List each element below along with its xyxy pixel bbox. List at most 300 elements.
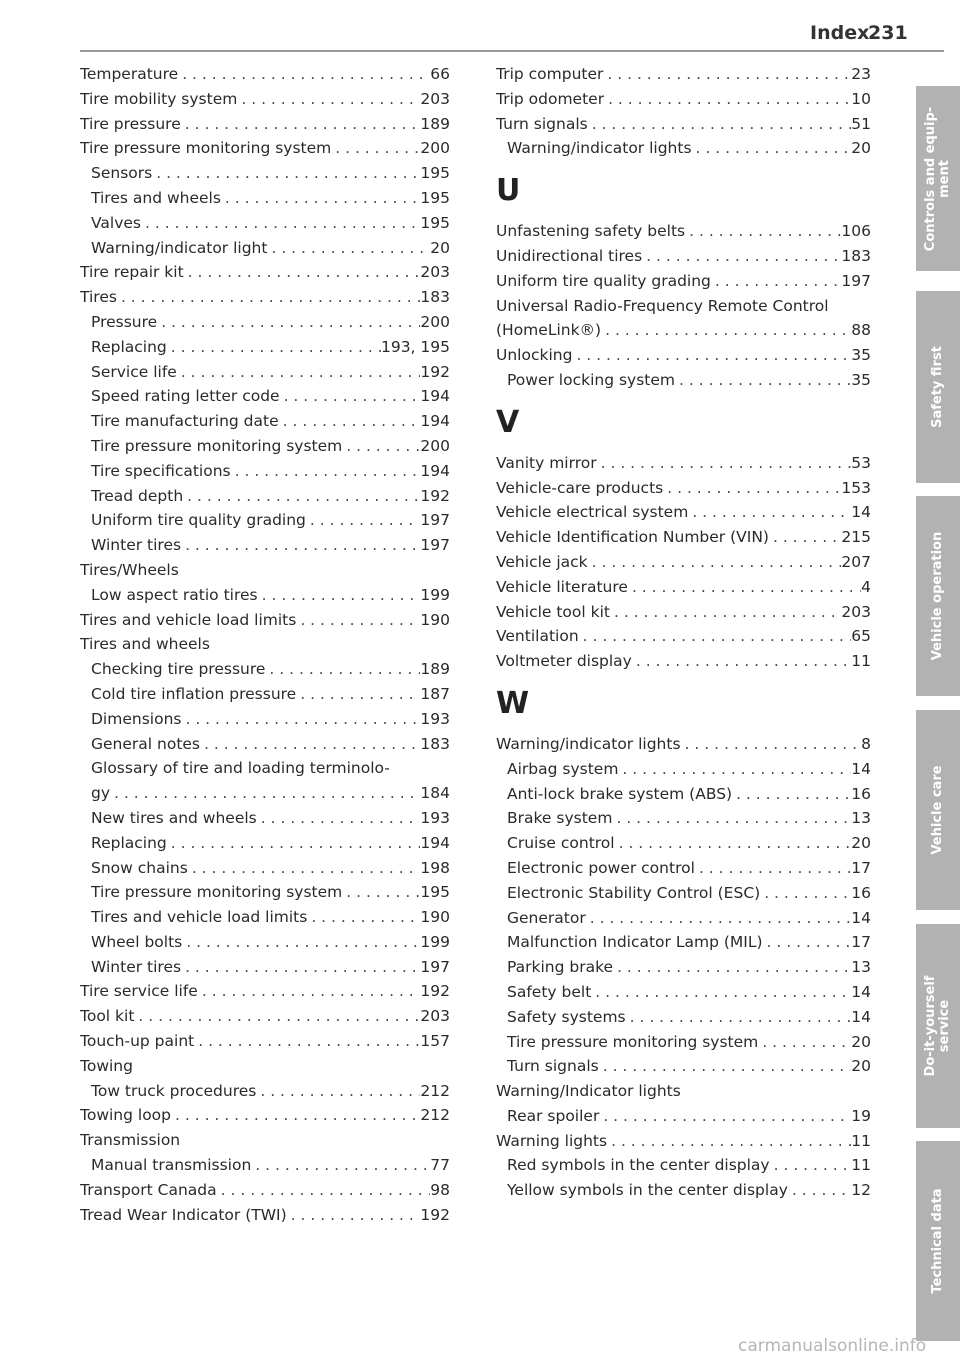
- entry-label: Winter tires: [91, 536, 182, 555]
- dot-leader: [258, 583, 421, 608]
- dot-leader: [675, 368, 851, 393]
- entry-page-ref[interactable]: 20: [851, 1032, 871, 1051]
- dot-leader: [181, 533, 420, 558]
- entry-page-ref[interactable]: 215: [841, 528, 871, 547]
- entry-label: Vehicle-care products: [496, 478, 664, 497]
- dot-leader: [256, 1079, 420, 1104]
- dot-leader: [610, 600, 841, 625]
- dot-leader: [618, 757, 851, 782]
- dot-leader: [732, 782, 851, 807]
- entry-label: Replacing: [91, 337, 167, 356]
- entry-label: Tires and wheels: [80, 635, 210, 654]
- entry-page-ref[interactable]: 11: [851, 1156, 871, 1175]
- dot-leader: [597, 451, 852, 476]
- entry-page-ref[interactable]: 192: [420, 362, 450, 381]
- index-entry: [496, 550, 871, 575]
- entry-page-ref[interactable]: 212: [420, 1081, 450, 1100]
- dot-leader: [579, 624, 852, 649]
- dot-leader: [182, 930, 420, 955]
- dot-leader: [763, 930, 852, 955]
- entry-page-ref[interactable]: 194: [420, 412, 450, 431]
- index-subentry: [496, 782, 871, 807]
- index-entry: [496, 476, 871, 501]
- entry-page-ref[interactable]: 193: [420, 709, 450, 728]
- entry-page-ref[interactable]: 14: [851, 908, 871, 927]
- dot-leader: [251, 1153, 430, 1178]
- entry-page-ref[interactable]: 14: [851, 759, 871, 778]
- entry-page-ref[interactable]: 153: [841, 478, 871, 497]
- entry-page-ref[interactable]: 65: [851, 627, 871, 646]
- entry-page-ref[interactable]: 16: [851, 883, 871, 902]
- entry-page-ref[interactable]: 203: [420, 1007, 450, 1026]
- entry-page-ref[interactable]: 200: [420, 436, 450, 455]
- index-entry: [80, 1203, 450, 1228]
- entry-label: (HomeLink®): [496, 321, 602, 340]
- entry-label: Tire mobility system: [80, 89, 238, 108]
- entry-page-ref[interactable]: 98: [430, 1180, 450, 1199]
- index-subentry: [80, 434, 450, 459]
- entry-label: Manual transmission: [91, 1156, 252, 1175]
- entry-page-ref[interactable]: 11: [851, 652, 871, 671]
- dot-leader: [117, 285, 420, 310]
- entry-label: Universal Radio-Frequency Remote Control: [496, 296, 829, 315]
- entry-page-ref[interactable]: 197: [420, 511, 450, 530]
- entry-label: Transport Canada: [80, 1180, 217, 1199]
- index-subentry: [496, 757, 871, 782]
- index-subentry: [80, 831, 450, 856]
- tab-controls-and-equipment[interactable]: [916, 86, 960, 271]
- entry-page-ref[interactable]: 4: [861, 577, 871, 596]
- entry-label: Towing loop: [80, 1106, 172, 1125]
- tab-safety-first[interactable]: [916, 291, 960, 483]
- dot-leader: [599, 1054, 852, 1079]
- dot-leader: [760, 881, 851, 906]
- index-entry: [80, 1103, 450, 1128]
- index-entry: [80, 608, 450, 633]
- entry-page-ref[interactable]: 53: [851, 453, 871, 472]
- entry-page-ref[interactable]: 35: [851, 370, 871, 389]
- entry-page-ref[interactable]: 16: [851, 784, 871, 803]
- entry-label: Warning lights: [496, 1131, 608, 1150]
- dot-leader: [769, 525, 841, 550]
- entry-page-ref[interactable]: 197: [420, 957, 450, 976]
- entry-page-ref[interactable]: 203: [841, 602, 871, 621]
- tab-label: Vehicle operation: [930, 531, 945, 661]
- index-subentry: [80, 1153, 450, 1178]
- entry-page-ref[interactable]: 51: [851, 114, 871, 133]
- dot-leader: [194, 1029, 420, 1054]
- dot-leader: [257, 806, 421, 831]
- index-subentry: [80, 657, 450, 682]
- entry-page-ref[interactable]: 77: [430, 1156, 450, 1175]
- index-section-letter: U: [496, 173, 521, 209]
- dot-leader: [758, 1030, 851, 1055]
- index-entry: [496, 649, 871, 674]
- index-entry: [496, 575, 871, 600]
- entry-label: Rear spoiler: [507, 1106, 600, 1125]
- index-subentry: [80, 236, 450, 261]
- entry-label: Tire pressure monitoring system: [91, 436, 343, 455]
- dot-leader: [181, 112, 421, 137]
- entry-label: Turn signals: [496, 114, 588, 133]
- entry-page-ref[interactable]: 10: [851, 89, 871, 108]
- entry-label: Temperature: [80, 65, 179, 83]
- dot-leader: [615, 831, 852, 856]
- index-subentry: [496, 881, 871, 906]
- dot-leader: [279, 409, 421, 434]
- entry-label: Tire specifications: [91, 461, 231, 480]
- entry-page-ref[interactable]: 184: [420, 784, 450, 803]
- tab-do-it-yourself-service[interactable]: [916, 924, 960, 1128]
- entry-label: Voltmeter display: [496, 652, 632, 671]
- entry-label: Malfunction Indicator Lamp (MIL): [507, 933, 763, 952]
- section-spacer: [496, 443, 871, 451]
- entry-page-ref[interactable]: 17: [851, 858, 871, 877]
- index-entry: [80, 1178, 450, 1203]
- entry-page-ref[interactable]: 183: [420, 288, 450, 307]
- entry-page-ref[interactable]: 14: [851, 503, 871, 522]
- dot-leader: [157, 310, 420, 335]
- entry-label: Valves: [91, 213, 141, 232]
- dot-leader: [296, 682, 420, 707]
- index-entry: [80, 979, 450, 1004]
- dot-leader: [711, 269, 842, 294]
- entry-label: Warning/indicator lights: [496, 734, 681, 753]
- dot-leader: [141, 211, 420, 236]
- entry-page-ref[interactable]: 20: [851, 1057, 871, 1076]
- entry-page-ref[interactable]: 13: [851, 809, 871, 828]
- dot-leader: [265, 657, 420, 682]
- dot-leader: [642, 244, 841, 269]
- entry-label: Tires and vehicle load limits: [91, 908, 308, 927]
- index-entry: [80, 260, 450, 285]
- dot-leader: [607, 1129, 851, 1154]
- entry-page-ref[interactable]: 8: [861, 734, 871, 753]
- entry-label: Dimensions: [91, 709, 182, 728]
- entry-label: Tire pressure monitoring system: [80, 139, 332, 158]
- dot-leader: [604, 87, 851, 112]
- entry-label: Tires: [80, 288, 117, 307]
- entry-label: Low aspect ratio tires: [91, 585, 258, 604]
- entry-page-ref[interactable]: 199: [420, 932, 450, 951]
- dot-leader: [612, 806, 851, 831]
- entry-label: Tire pressure monitoring system: [507, 1032, 759, 1051]
- entry-label: Glossary of tire and loading terminolo-: [91, 759, 390, 778]
- index-entry: [80, 1004, 450, 1029]
- index-entry: [496, 62, 871, 87]
- index-subentry: [80, 409, 450, 434]
- entry-page-ref[interactable]: 194: [420, 461, 450, 480]
- tab-vehicle-operation[interactable]: [916, 496, 960, 696]
- entry-label: Ventilation: [496, 627, 579, 646]
- index-section-letter: V: [496, 404, 520, 440]
- index-column-left: [80, 62, 450, 1227]
- entry-label: Wheel bolts: [91, 932, 183, 951]
- index-entry: [80, 1128, 450, 1153]
- index-entry: [496, 600, 871, 625]
- index-subentry: [496, 1005, 871, 1030]
- index-entry: [80, 87, 450, 112]
- dot-leader: [267, 236, 430, 261]
- entry-page-ref[interactable]: 200: [420, 312, 450, 331]
- entry-label: Speed rating letter code: [91, 387, 280, 406]
- entry-page-ref[interactable]: 197: [841, 271, 871, 290]
- index-subentry: [496, 1153, 871, 1178]
- tab-label: Do-it-yourself service: [923, 975, 952, 1077]
- entry-page-ref[interactable]: 200: [420, 139, 450, 158]
- entry-label: Turn signals: [507, 1057, 599, 1076]
- index-subentry: [80, 384, 450, 409]
- index-subentry: [496, 930, 871, 955]
- entry-label: Power locking system: [507, 370, 676, 389]
- entry-page-ref[interactable]: 20: [430, 238, 450, 257]
- index-subentry: [496, 806, 871, 831]
- index-subentry: [80, 533, 450, 558]
- watermark: carmanualsonline.info: [738, 1336, 927, 1356]
- entry-page-ref[interactable]: 192: [420, 1205, 450, 1224]
- index-entry: [80, 1029, 450, 1054]
- entry-label: Vanity mirror: [496, 453, 597, 472]
- dot-leader: [685, 219, 841, 244]
- index-subentry: [496, 831, 871, 856]
- tab-label: Controls and equip- ment: [923, 106, 952, 251]
- entry-label: Sensors: [91, 164, 153, 183]
- entry-label: Trip computer: [496, 65, 604, 83]
- tab-label: Safety first: [930, 346, 945, 428]
- index-subentry: [80, 186, 450, 211]
- dot-leader: [572, 343, 851, 368]
- entry-label: Unidirectional tires: [496, 246, 643, 265]
- index-entry: [496, 1079, 871, 1104]
- index-subentry: [496, 1178, 871, 1203]
- tab-vehicle-care[interactable]: [916, 710, 960, 910]
- entry-label: gy: [91, 784, 111, 803]
- index-entry: [496, 112, 871, 137]
- entry-page-ref[interactable]: 20: [851, 139, 871, 158]
- index-subentry: [80, 905, 450, 930]
- entry-page-ref[interactable]: 193: [420, 808, 450, 827]
- index-subentry: [496, 1054, 871, 1079]
- entry-page-ref[interactable]: 17: [851, 933, 871, 952]
- index-entry: [80, 112, 450, 137]
- entry-label: Anti-lock brake system (ABS): [507, 784, 733, 803]
- index-subentry: [80, 856, 450, 881]
- dot-leader: [188, 856, 421, 881]
- entry-label: Vehicle jack: [496, 552, 588, 571]
- dot-leader: [183, 484, 420, 509]
- entry-label: Vehicle electrical system: [496, 503, 689, 522]
- entry-label: Touch-up paint: [80, 1032, 195, 1051]
- index-subentry: [80, 335, 450, 360]
- index-entry: [496, 343, 871, 368]
- entry-page-ref[interactable]: 19: [851, 1106, 871, 1125]
- entry-page-ref[interactable]: 187: [420, 684, 450, 703]
- entry-label: General notes: [91, 734, 201, 753]
- index-subentry: [80, 459, 450, 484]
- entry-label: Unlocking: [496, 346, 573, 365]
- entry-label: Service life: [91, 362, 177, 381]
- entry-label: Tires/Wheels: [80, 560, 179, 579]
- entry-page-ref[interactable]: 20: [851, 834, 871, 853]
- index-subentry: [80, 707, 450, 732]
- entry-label: Towing: [80, 1056, 133, 1075]
- entry-label: Vehicle tool kit: [496, 602, 610, 621]
- index-entry: [496, 732, 871, 757]
- index-subentry: [80, 583, 450, 608]
- entry-page-ref[interactable]: 11: [851, 1131, 871, 1150]
- dot-leader: [599, 1104, 851, 1129]
- index-entry: [496, 1129, 871, 1154]
- header-title: Index: [810, 22, 870, 44]
- index-entry: [80, 62, 450, 87]
- entry-page-ref[interactable]: 193, 195: [380, 337, 450, 356]
- entry-label: New tires and wheels: [91, 808, 257, 827]
- index-entry: [496, 87, 871, 112]
- entry-label: Warning/indicator lights: [507, 139, 692, 158]
- entry-page-ref[interactable]: 207: [841, 552, 871, 571]
- tab-technical-data[interactable]: [916, 1141, 960, 1341]
- entry-page-ref[interactable]: 197: [420, 536, 450, 555]
- entry-page-ref[interactable]: 195: [420, 188, 450, 207]
- entry-page-ref[interactable]: 12: [851, 1181, 871, 1200]
- entry-page-ref[interactable]: 192: [420, 486, 450, 505]
- index-subentry: [80, 682, 450, 707]
- entry-page-ref[interactable]: 212: [420, 1106, 450, 1125]
- entry-page-ref[interactable]: 189: [420, 660, 450, 679]
- entry-label: Yellow symbols in the center display: [507, 1181, 788, 1200]
- entry-label: Pressure: [91, 312, 158, 331]
- index-entry: [80, 1054, 450, 1079]
- entry-label: Tread Wear Indicator (TWI): [80, 1205, 287, 1224]
- entry-page-ref[interactable]: 194: [420, 387, 450, 406]
- tab-label: Vehicle care: [930, 765, 945, 855]
- index-entry: [496, 269, 871, 294]
- entry-page-ref[interactable]: 35: [851, 346, 871, 365]
- entry-label: Winter tires: [91, 957, 182, 976]
- index-subentry: [80, 1079, 450, 1104]
- entry-page-ref[interactable]: 195: [420, 164, 450, 183]
- index-subentry: [496, 955, 871, 980]
- index-subentry: [496, 856, 871, 881]
- index-subentry: [496, 1104, 871, 1129]
- entry-page-ref[interactable]: 183: [420, 734, 450, 753]
- index-entry: [80, 632, 450, 657]
- index-entry: [496, 624, 871, 649]
- entry-page-ref[interactable]: 157: [420, 1032, 450, 1051]
- entry-page-ref[interactable]: 13: [851, 958, 871, 977]
- header-divider: [80, 50, 944, 52]
- entry-label: Safety systems: [507, 1007, 626, 1026]
- dot-leader: [692, 136, 852, 161]
- entry-label: Tow truck procedures: [91, 1081, 257, 1100]
- dot-leader: [198, 979, 421, 1004]
- index-subentry: [80, 310, 450, 335]
- dot-leader: [770, 1153, 852, 1178]
- index-subentry: [496, 980, 871, 1005]
- entry-label: Tires and vehicle load limits: [80, 610, 297, 629]
- entry-page-ref[interactable]: 88: [851, 321, 871, 340]
- entry-label: Checking tire pressure: [91, 660, 266, 679]
- entry-label: Tire service life: [80, 982, 198, 1001]
- entry-label: Vehicle literature: [496, 577, 628, 596]
- entry-page-ref[interactable]: 14: [851, 982, 871, 1001]
- dot-leader: [628, 575, 861, 600]
- entry-label: Uniform tire quality grading: [496, 271, 711, 290]
- entry-page-ref[interactable]: 106: [841, 222, 871, 241]
- entry-label: Replacing: [91, 833, 167, 852]
- dot-leader: [134, 1004, 420, 1029]
- dot-leader: [688, 500, 851, 525]
- dot-leader: [788, 1178, 851, 1203]
- dot-leader: [184, 260, 421, 285]
- tab-label: Technical data: [930, 1188, 945, 1294]
- index-entry: [496, 500, 871, 525]
- entry-page-ref[interactable]: 203: [420, 89, 450, 108]
- index-subentry: [80, 955, 450, 980]
- entry-page-ref[interactable]: 190: [420, 908, 450, 927]
- entry-page-ref[interactable]: 189: [420, 114, 450, 133]
- dot-leader: [307, 905, 420, 930]
- entry-page-ref[interactable]: 195: [420, 883, 450, 902]
- entry-page-ref[interactable]: 23: [851, 65, 871, 83]
- entry-page-ref[interactable]: 66: [430, 65, 450, 83]
- dot-leader: [601, 318, 851, 343]
- dot-leader: [342, 880, 420, 905]
- dot-leader: [626, 1005, 852, 1030]
- dot-leader: [200, 732, 420, 757]
- dot-leader: [178, 62, 430, 87]
- dot-leader: [588, 550, 842, 575]
- entry-label: Transmission: [80, 1131, 181, 1150]
- entry-label: Tool kit: [80, 1007, 135, 1026]
- entry-page-ref[interactable]: 183: [841, 246, 871, 265]
- entry-label: Cold tire inflation pressure: [91, 684, 297, 703]
- entry-label: Tire manufacturing date: [91, 412, 279, 431]
- index-subentry: [80, 880, 450, 905]
- index-section-letter: W: [496, 685, 530, 721]
- index-subentry: [80, 508, 450, 533]
- dot-leader: [231, 459, 421, 484]
- dot-leader: [586, 906, 852, 931]
- index-subentry: [80, 484, 450, 509]
- entry-page-ref[interactable]: 192: [420, 982, 450, 1001]
- entry-page-ref[interactable]: 203: [420, 263, 450, 282]
- entry-label: Trip odometer: [496, 89, 605, 108]
- entry-page-ref[interactable]: 14: [851, 1007, 871, 1026]
- section-spacer: [496, 724, 871, 732]
- index-subentry: [80, 806, 450, 831]
- page-number: 231: [868, 22, 908, 44]
- index-subentry: [80, 360, 450, 385]
- entry-page-ref[interactable]: 194: [420, 833, 450, 852]
- entry-page-ref[interactable]: 190: [420, 610, 450, 629]
- entry-page-ref[interactable]: 198: [420, 858, 450, 877]
- entry-label: Warning/Indicator lights: [496, 1082, 681, 1101]
- dot-leader: [181, 955, 420, 980]
- entry-label: Red symbols in the center display: [507, 1156, 770, 1175]
- dot-leader: [663, 476, 841, 501]
- dot-leader: [221, 186, 420, 211]
- entry-page-ref[interactable]: 199: [420, 585, 450, 604]
- dot-leader: [280, 384, 421, 409]
- entry-page-ref[interactable]: 195: [420, 213, 450, 232]
- dot-leader: [171, 1103, 420, 1128]
- entry-label: Electronic Stability Control (ESC): [507, 883, 761, 902]
- dot-leader: [217, 1178, 431, 1203]
- index-entry: [80, 558, 450, 583]
- dot-leader: [181, 707, 420, 732]
- entry-label: Tire pressure monitoring system: [91, 883, 343, 902]
